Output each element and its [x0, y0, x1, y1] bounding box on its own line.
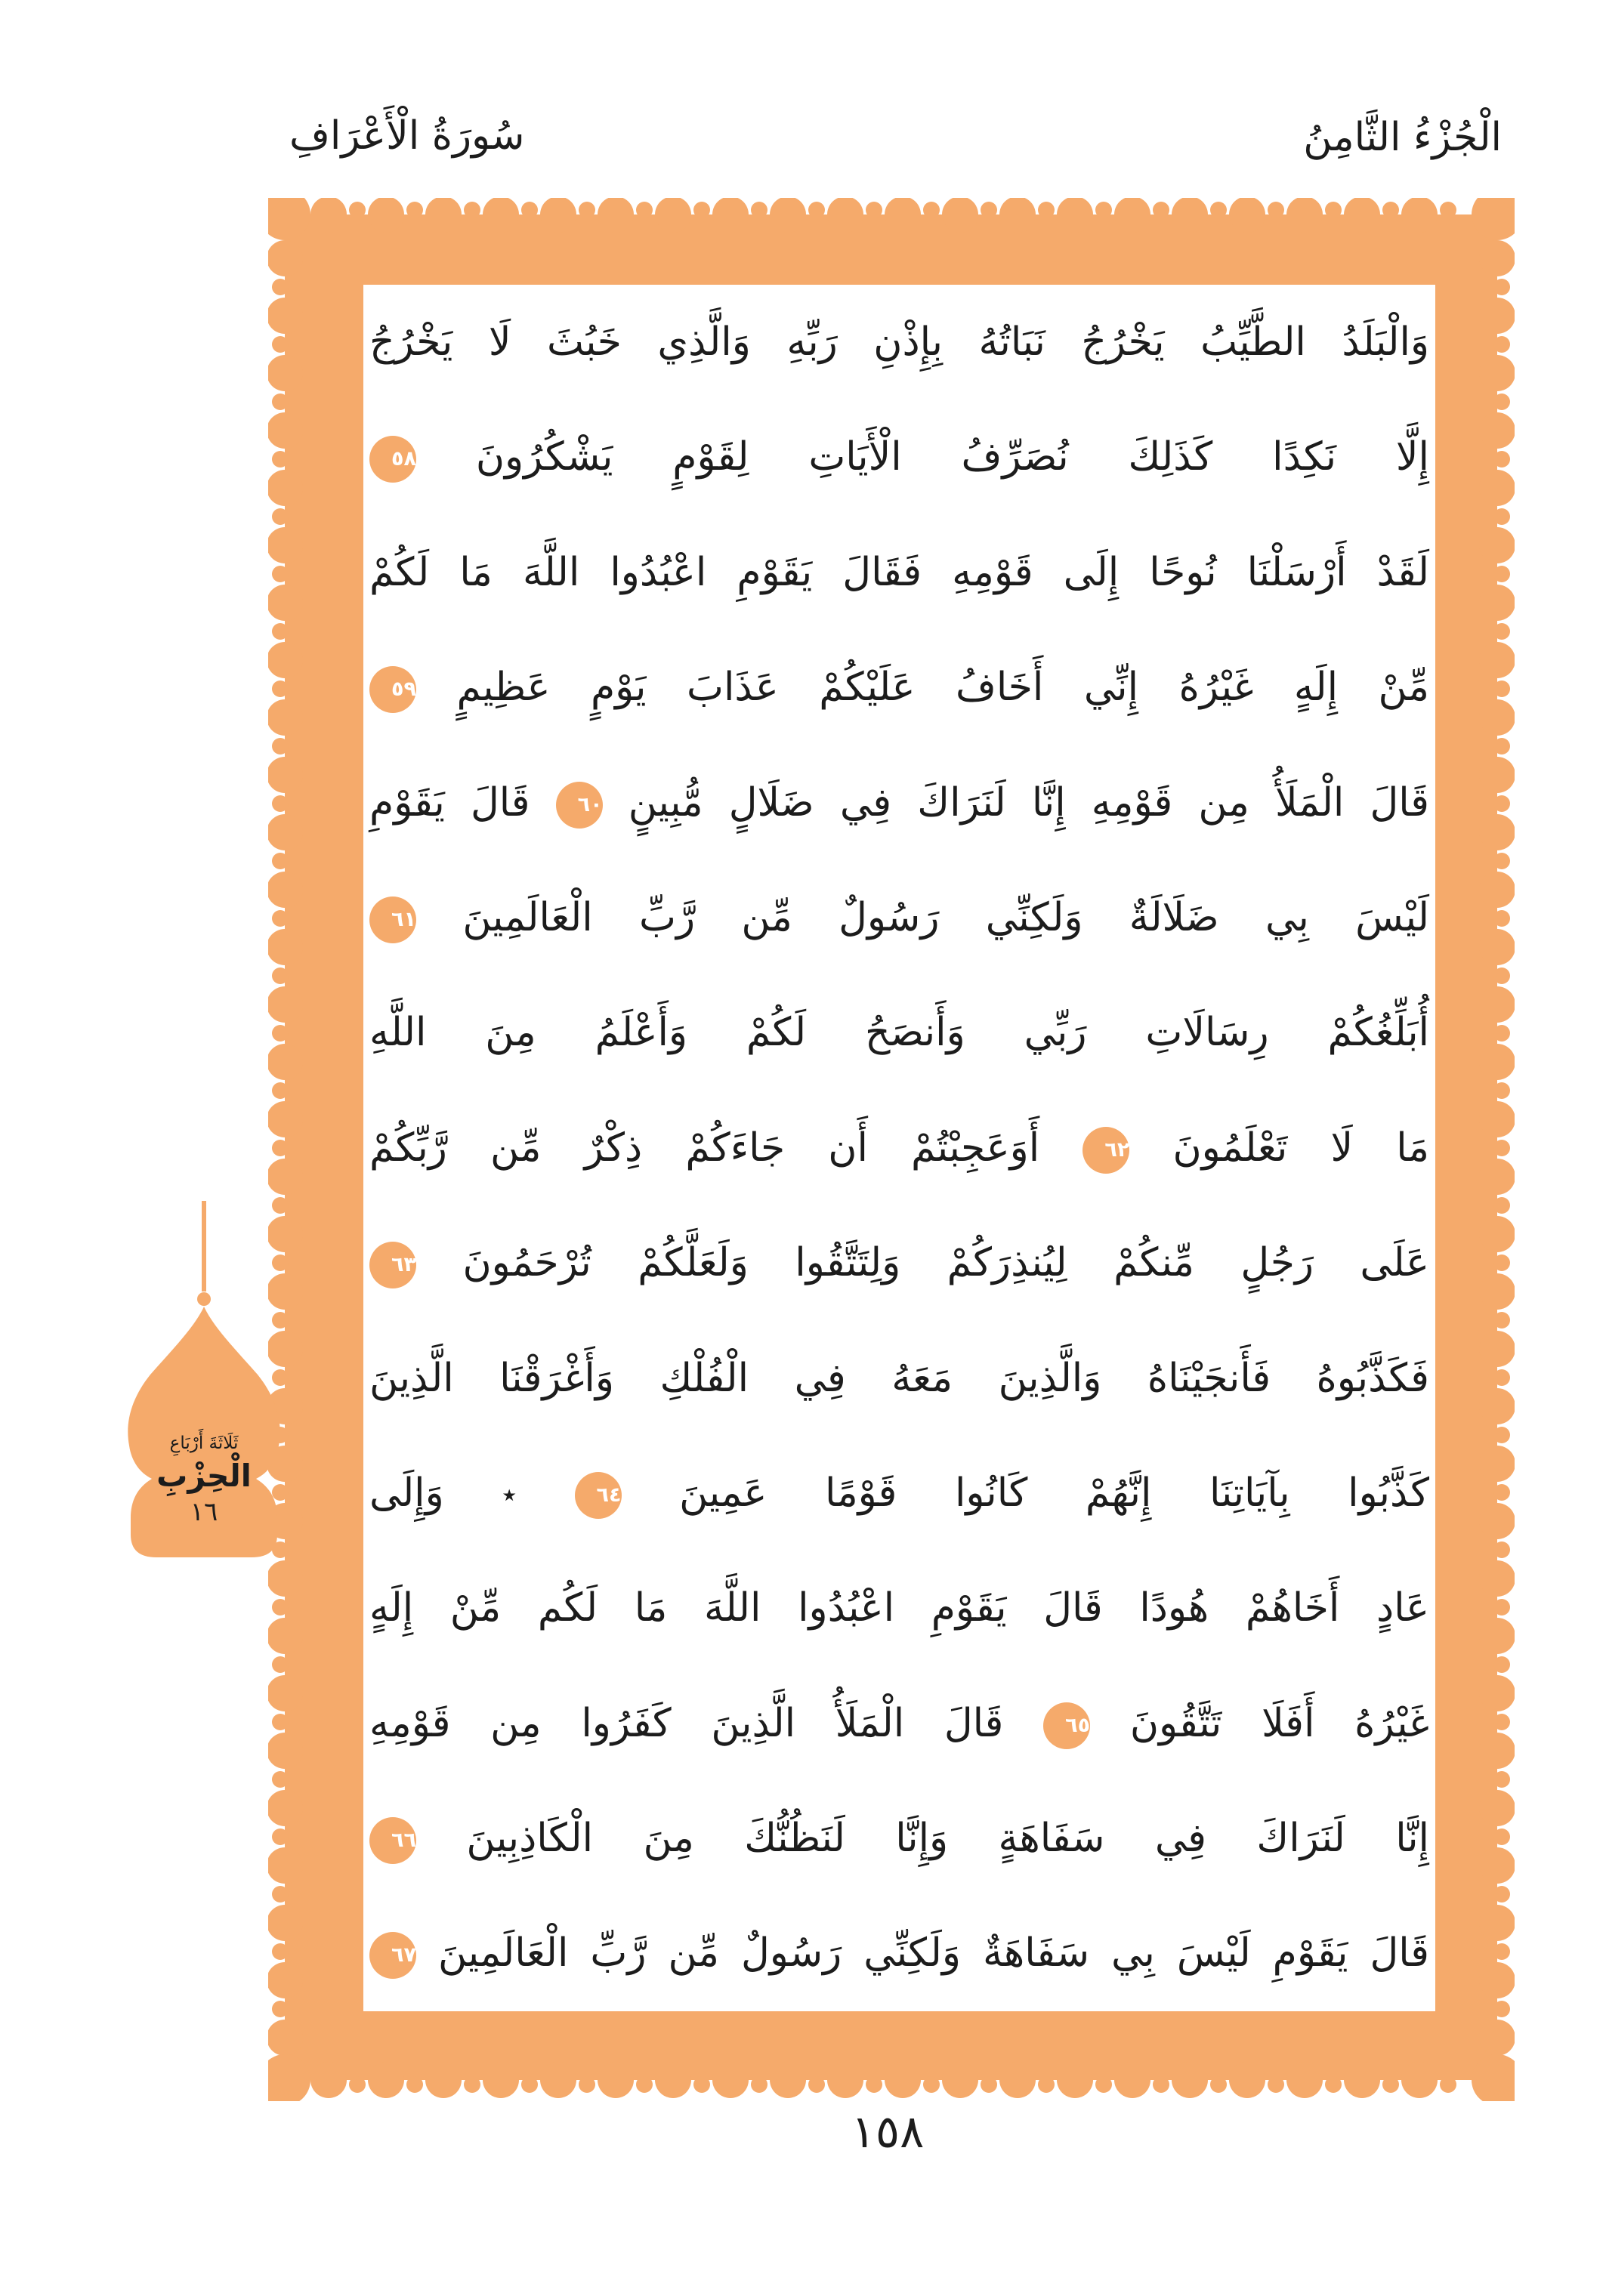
verse-number-badge: ٦٦: [369, 1817, 416, 1864]
quran-line: [369, 1781, 1429, 1896]
quran-line: [369, 1896, 1429, 2011]
hizb-number: ١٦: [190, 1497, 218, 1527]
quran-line: [369, 1666, 1429, 1781]
verse-number-badge: ٦٥: [1043, 1702, 1090, 1749]
quran-line: [369, 285, 1429, 400]
hizb-star-icon: ٭: [502, 1479, 517, 1511]
quran-text: وَالْبَلَدُ الطَّيِّبُ يَخْرُجُ نَبَاتُهُ بِإِذْنِ رَبِّهِ وَالَّذِي خَبُثَ لَا يَخْرُجُ: [369, 319, 1429, 365]
surah-title: سُورَةُ الْأَعْرَافِ: [289, 113, 525, 159]
verse-number-badge: ٦٤: [575, 1472, 622, 1519]
quran-text: قَالَ يَقَوْمِ لَيْسَ بِي سَفَاهَةٌ وَلَكِنِّي رَسُولٌ مِّن رَّبِّ الْعَالَمِينَ: [438, 1930, 1430, 1977]
quran-line: [369, 1091, 1429, 1205]
juz-title: الْجُزْءُ الثَّامِنُ: [1303, 115, 1502, 160]
quran-text: قَالَ يَقَوْمِ: [369, 779, 530, 826]
quran-text: عَلَى رَجُلٍ مِّنكُمْ لِيُنذِرَكُمْ وَلِتَتَّقُوا وَلَعَلَّكُمْ تُرْحَمُونَ: [462, 1240, 1430, 1286]
quran-text: عَادٍ أَخَاهُمْ هُودًا قَالَ يَقَوْمِ اعْبُدُوا اللَّهَ مَا لَكُم مِّنْ إِلَهٍ: [369, 1585, 1429, 1631]
quran-text: إِلَّا نَكِدًا كَذَلِكَ نُصَرِّفُ الْأَيَاتِ لِقَوْمٍ يَشْكُرُونَ: [475, 434, 1430, 480]
verse-number-badge: ٦٧: [369, 1932, 416, 1979]
quran-line: [369, 975, 1429, 1090]
quran-line: [369, 1205, 1429, 1320]
verse-number-badge: ٥٨: [369, 436, 416, 483]
quran-text: وَإِلَى: [369, 1470, 444, 1516]
quran-text: غَيْرُهُ أَفَلَا تَتَّقُونَ: [1129, 1700, 1429, 1746]
verse-number-badge: ٦٣: [369, 1242, 416, 1288]
quran-line: [369, 1436, 1429, 1551]
hizb-label: الْحِزْبِ: [156, 1458, 252, 1494]
quran-text: مَا لَا تَعْلَمُونَ: [1172, 1125, 1429, 1171]
quran-text: إِنَّا لَنَرَاكَ فِي سَفَاهَةٍ وَإِنَّا لَنَظُنُّكَ مِنَ الْكَاذِبِينَ: [466, 1816, 1429, 1862]
quran-text: أُبَلِّغُكُمْ رِسَالَاتِ رَبِّي وَأَنصَحُ لَكُمْ وَأَعْلَمُ مِنَ اللَّهِ: [369, 1010, 1429, 1056]
quran-line: [369, 1321, 1429, 1436]
quran-text-block: [369, 285, 1429, 2011]
quran-text: كَذَّبُوا بِآيَاتِنَا إِنَّهُمْ كَانُوا قَوْمًا عَمِينَ: [679, 1470, 1429, 1516]
verse-number-badge: ٥٩: [369, 666, 416, 713]
quran-text: أَوَعَجِبْتُمْ أَن جَاءَكُمْ ذِكْرٌ مِّن رَّبِّكُمْ: [369, 1125, 1040, 1171]
quran-line: [369, 400, 1429, 514]
hizb-fraction-label: ثَلَاثَةَ أَرْبَاعِ: [169, 1433, 239, 1453]
verse-number-badge: ٦١: [369, 896, 416, 943]
quran-line: [369, 515, 1429, 630]
verse-number-badge: ٦٢: [1083, 1127, 1129, 1174]
quran-text: قَالَ الْمَلَأُ الَّذِينَ كَفَرُوا مِن قَوْمِهِ: [369, 1700, 1004, 1746]
page-number: ١٥٨: [851, 2106, 925, 2159]
hizb-marker-text: [106, 1430, 302, 1529]
quran-text: لَيْسَ بِي ضَلَالَةٌ وَلَكِنِّي رَسُولٌ مِّن رَّبِّ الْعَالَمِينَ: [462, 894, 1429, 940]
quran-line: [369, 745, 1429, 860]
quran-text: قَالَ الْمَلَأُ مِن قَوْمِهِ إِنَّا لَنَرَاكَ فِي ضَلَالٍ مُّبِينٍ: [628, 779, 1429, 826]
quran-text: فَكَذَّبُوهُ فَأَنجَيْنَاهُ وَالَّذِينَ مَعَهُ فِي الْفُلْكِ وَأَغْرَقْنَا الَّذِينَ: [369, 1355, 1429, 1401]
quran-line: [369, 630, 1429, 745]
quran-text: لَقَدْ أَرْسَلْنَا نُوحًا إِلَى قَوْمِهِ فَقَالَ يَقَوْمِ اعْبُدُوا اللَّهَ مَا لَكُمْ: [369, 549, 1429, 595]
quran-line: [369, 1551, 1429, 1665]
quran-text: مِّنْ إِلَهٍ غَيْرُهُ إِنِّي أَخَافُ عَلَيْكُمْ عَذَابَ يَوْمٍ عَظِيمٍ: [456, 665, 1429, 711]
quran-line: [369, 860, 1429, 975]
verse-number-badge: ٦٠: [556, 782, 603, 829]
